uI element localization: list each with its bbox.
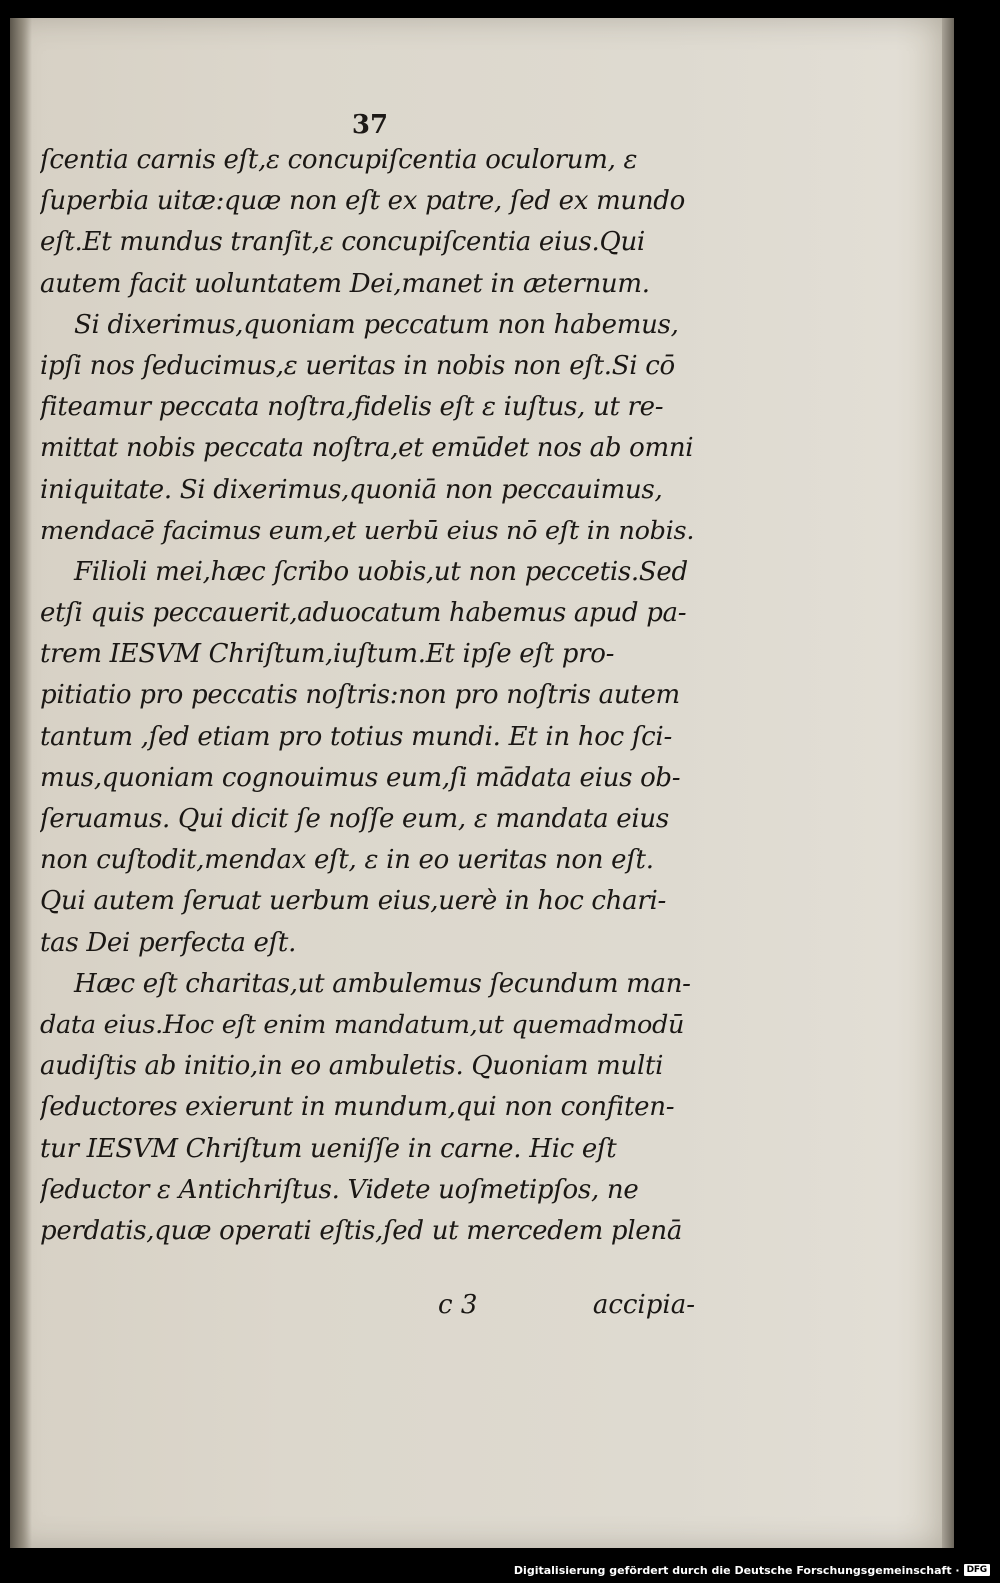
book-page [10,18,942,1548]
text-line: etſi quis peccauerit,aduocatum habemus apud pa- [40,598,687,629]
page-foot [40,1290,695,1330]
text-line: autem facit uoluntatem Dei,manet in æternum. [40,268,650,299]
catchword: accipia- [592,1290,695,1320]
text-line: tur IESVM Chriſtum ueniſſe in carne. Hic eſt [40,1133,617,1164]
page-edge [942,18,954,1548]
digitization-credit [514,1560,990,1580]
text-line: fiteamur peccata noſtra,fidelis eſt ɛ iuſtus, ut re- [40,392,664,423]
signature-mark: c 3 [438,1290,478,1320]
credit-text: Digitalisierung gefördert durch die Deutsche Forschungsgemeinschaft · [513,1563,960,1577]
text-line: ſeductor ɛ Antichriſtus. Videte uoſmetipſos, ne [40,1174,639,1205]
text-block [40,140,695,1252]
text-line: ſeductores exierunt in mundum,qui non confiten- [40,1092,675,1123]
text-line: eſt.Et mundus tranſit,ɛ concupiſcentia eius.Qui [40,227,645,258]
text-line: Qui autem ſeruat uerbum eius,uerè in hoc chari- [40,886,666,917]
text-line: Filioli mei,hæc ſcribo uobis,ut non peccetis.Sed [74,556,688,587]
text-line: perdatis,quæ operati eſtis,ſed ut mercedem plenā [40,1215,683,1246]
text-line: ſeruamus. Qui dicit ſe noſſe eum, ɛ mandata eius [40,804,669,834]
page-number: 37 [351,110,389,140]
text-line: iniquitate. Si dixerimus,quoniā non peccauimus, [40,474,663,505]
text-line: audiſtis ab initio,in eo ambuletis. Quoniam multi [40,1051,664,1082]
text-line: Hæc eſt charitas,ut ambulemus ſecundum man- [74,968,691,999]
text-line: ſuperbia uitæ:quæ non eſt ex patre, ſed ex mundo [40,186,686,217]
text-line: data eius.Hoc eſt enim mandatum,ut quemadmodū [40,1009,685,1040]
text-line: ſcentia carnis eſt,ɛ concupiſcentia oculorum, ɛ [40,145,638,175]
text-line: non cuſtodit,mendax eſt, ɛ in eo ueritas non eſt. [40,845,654,876]
text-line: Si dixerimus,quoniam peccatum non habemus, [74,309,679,340]
text-line: mus,quoniam cognouimus eum,ſi mādata eius ob- [40,762,681,793]
text-line: tantum ,ſed etiam pro totius mundi. Et in hoc ſci- [40,721,672,752]
text-line: mendacē facimus eum,et uerbū eius nō eſt in nobis. [40,515,695,546]
text-line: ipſi nos ſeducimus,ɛ ueritas in nobis non eſt.Si cō [40,350,675,381]
text-line: mittat nobis peccata noſtra,et emūdet nos ab omni [40,433,694,464]
text-line: pitiatio pro peccatis noſtris:non pro noſtris autem [40,680,680,711]
text-line: tas Dei perfecta eſt. [40,927,297,958]
dfg-logo: DFG [964,1564,990,1576]
page-gutter [10,18,32,1548]
text-line: trem IESVM Chriſtum,iuſtum.Et ipſe eſt pro- [40,639,615,670]
